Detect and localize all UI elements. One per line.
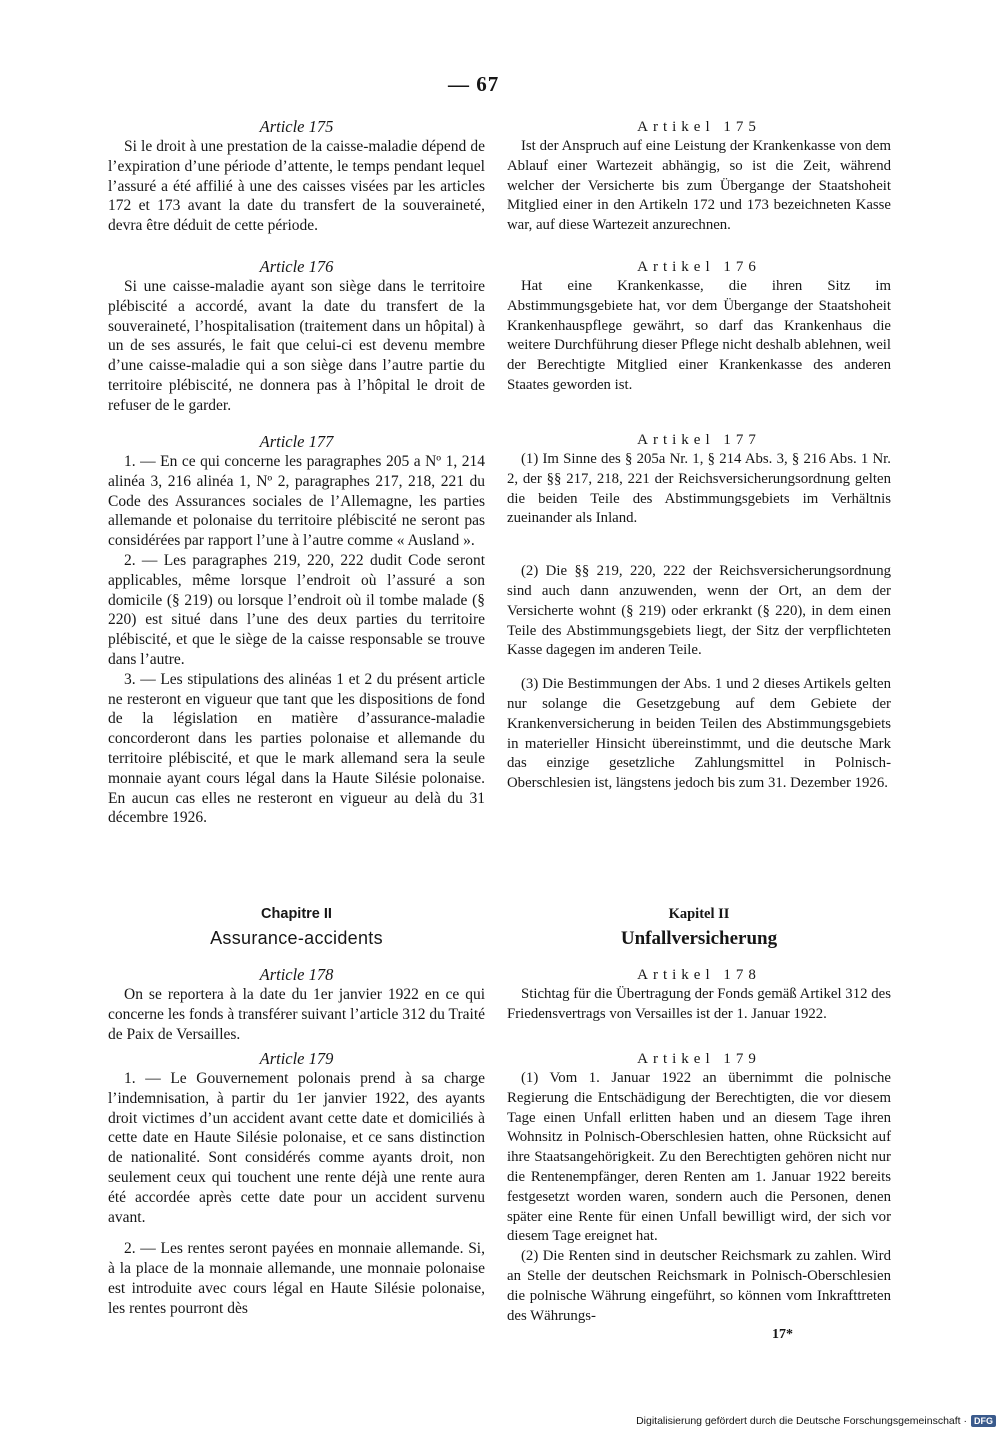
fr-article-175-text: Si le droit à une prestation de la caisse-maladie dépend de l’expiration d’une période d’attente, le temps pendant lequel l’assuré a été affilié à une des caisses visées par les articles 172 et 173 avant la date du transfert de la souveraineté, devra être déduit de cette période. — [108, 138, 485, 235]
de-article-178-title: Artikel 178 — [637, 967, 761, 983]
de-article-176 — [507, 257, 891, 396]
de-article-177-para-1: (1) Im Sinne des § 205a Nr. 1, § 214 Abs. 3, § 216 Abs. 1 Nr. 2, der §§ 217, 218, 221 der Reichsversicherungsordnung gelten die beiden Teile des Abstimmungsgebiets im Verhältnis zueinander als Inland. — [507, 451, 891, 527]
fr-article-177 — [108, 432, 485, 828]
dfg-logo: DFG — [971, 1415, 996, 1427]
fr-article-177-para-2: 2. — Les paragraphes 219, 220, 222 dudit Code seront applicables, même lorsque l’endroit où l’assuré a son domicile (§ 219) ou lorsque l’endroit où il tombe malade (§ 220) est situé dans l’une des deux parties du territoire plébiscité, et que le siège de la caisse responsable se trouve dans l’autre. — [108, 551, 485, 668]
footer-text: Digitalisierung gefördert durch die Deutsche Forschungsgemeinschaft · — [636, 1415, 967, 1427]
fr-chapter-label: Chapitre II — [261, 906, 332, 922]
fr-article-175 — [108, 117, 485, 236]
fr-article-177-title: Article 177 — [259, 432, 334, 451]
de-article-177-para-3: (3) Die Bestimmungen der Abs. 1 und 2 dieses Artikels gelten nur solange die Gesetzgebung auf dem Gebiete der Krankenversicherung in beiden Teilen des Abstimmungsgebiets in materieller Hinsicht übereinstimmt, und die deutsche Mark das einzige gesetzliche Zahlungsmittel in Polnisch-Oberschlesien ist, längstens jedoch bis zum 31. Dezember 1926. — [507, 676, 891, 792]
fr-article-179-para-2: 2. — Les rentes seront payées en monnaie allemande. Si, à la place de la monnaie allemande, une monnaie polonaise est introduite avec cours légal en Haute Silésie polonaise, les rentes pourront dès — [108, 1240, 485, 1317]
fr-chapter-title: Assurance-accidents — [210, 928, 383, 948]
fr-chapter-heading — [108, 906, 485, 949]
de-chapter-label: Kapitel II — [668, 906, 730, 922]
de-article-175-title: Artikel 175 — [637, 119, 761, 135]
fr-article-178-title: Article 178 — [259, 965, 334, 984]
de-article-179-title: Artikel 179 — [637, 1051, 761, 1067]
de-article-177 — [507, 430, 891, 794]
de-article-179 — [507, 1049, 891, 1326]
de-article-176-title: Artikel 176 — [637, 259, 761, 275]
footer-credit — [608, 1412, 996, 1430]
de-article-178 — [507, 965, 891, 1025]
page-number: — 67 — [448, 72, 500, 96]
fr-article-176-title: Article 176 — [259, 257, 334, 276]
de-article-179-para-2: (2) Die Renten sind in deutscher Reichsmark zu zahlen. Wird an Stelle der deutschen Reichsmark in Polnisch-Oberschlesien die polnische Währung eingeführt, so können vom Inkrafttreten des Währungs- — [507, 1248, 891, 1324]
de-article-176-text: Hat eine Krankenkasse, die ihren Sitz im Abstimmungsgebiete hat, vor dem Übergange der Staatshoheit Krankenhauspflege gewährt, so darf das Krankenhaus die weitere Durchführung dieser Pflege nicht deshalb ablehnen, weil der Berechtigte Mitglied einer Krankenkasse des anderen Staates geworden ist. — [507, 278, 891, 393]
de-article-177-title: Artikel 177 — [637, 432, 761, 448]
de-article-175 — [507, 117, 891, 236]
fr-article-179-para-1: 1. — Le Gouvernement polonais prend à sa charge l’indemnisation, à partir du 1er janvier 1922, des ayants droit victimes d’un accident avant cette date et domiciliés à cette date en Haute Silésie polonaise, et ce sans distinction de nationalité. Sont considérés comme ayants droit, non seulement ceux qui touchent une rente déjà une rente aura été accordée après cette date pour un accident survenu avant. — [108, 1070, 485, 1226]
de-article-175-text: Ist der Anspruch auf eine Leistung der Krankenkasse von dem Ablauf einer Wartezeit abhängig, so ist die Zeit, während welcher der Versicherte bis zum Übergange der Staatshoheit Mitglied einer in den Artikeln 172 und 173 bezeichneten Kasse war, auf diese Wartezeit anzurechnen. — [507, 138, 891, 234]
signature-mark: 17* — [772, 1327, 793, 1342]
fr-article-178 — [108, 965, 485, 1044]
fr-article-177-para-3: 3. — Les stipulations des alinéas 1 et 2 du présent article ne resteront en vigueur que tant que les dispositions de fond de la législation en matière d’assurance-maladie concorderont dans les parties polonaise et allemande du territoire plébiscité, et que le mark allemand sera la seule monnaie ayant cours légal dans la Haute Silésie polonaise. En aucun cas elles ne resteront en vigueur au delà du 31 décembre 1926. — [108, 670, 485, 827]
fr-article-176 — [108, 257, 485, 416]
de-chapter-title: Unfallversicherung — [620, 928, 778, 949]
fr-article-175-title: Article 175 — [259, 117, 334, 136]
fr-article-177-para-1: 1. — En ce qui concerne les paragraphes 205 a Nº 1, 214 alinéa 3, 216 alinéa 1, Nº 2, paragraphes 217, 218, 221 du Code des Assurances sociales de l’Allemagne, les parties allemande et polonaise du territoire plébiscité ne seront pas considérées par rapport l’une à l’autre comme « Ausland ». — [108, 453, 485, 550]
de-chapter-heading — [507, 906, 891, 950]
fr-article-179 — [108, 1049, 485, 1319]
de-article-177-para-2: (2) Die §§ 219, 220, 222 der Reichsversicherungsordnung sind auch dann anzuwenden, wenn der Ort, an dem der Versicherte wohnt (§ 219) oder erkrankt (§ 220), in dem einen Teile des Abstimmungsgebiets liegt, der Sitz der verpflichteten Kasse dagegen im anderen Teile. — [507, 563, 891, 659]
fr-article-178-text: On se reportera à la date du 1er janvier 1922 en ce qui concerne les fonds à transférer suivant l’article 312 du Traité de Paix de Versailles. — [108, 986, 485, 1043]
fr-article-179-title: Article 179 — [259, 1049, 334, 1068]
de-article-179-para-1: (1) Vom 1. Januar 1922 an übernimmt die polnische Regierung die Entschädigung der Berechtigten, die vor diesem Tage einen Unfall erlitten haben und an diesem Tage ihren Wohnsitz in Polnisch-Oberschlesien hatten, ohne Rücksicht auf ihre Staatsangehörigkeit. Zu den Berechtigten gehören nicht nur die Rentenempfänger, deren Renten am 1. Januar 1922 bereits festgesetzt worden waren, sondern auch die Personen, denen später eine Rente für einen Unfall bewilligt wird, der sich vor diesem Tage ereignet hat. — [507, 1070, 891, 1245]
de-article-178-text: Stichtag für die Übertragung der Fonds gemäß Artikel 312 des Friedensvertrags von Versailles ist der 1. Januar 1922. — [507, 986, 891, 1022]
fr-article-176-text: Si une caisse-maladie ayant son siège dans le territoire plébiscité a accordé, avant la date du transfert de la souveraineté, l’hospitalisation (traitement dans un hôpital) à un de ses assurés, le fait que celui-ci est devenu membre d’une caisse-maladie qui a son siège dans l’autre partie du territoire plébiscité, ne donnera pas à l’hôpital le droit de refuser de le garder. — [108, 278, 485, 414]
